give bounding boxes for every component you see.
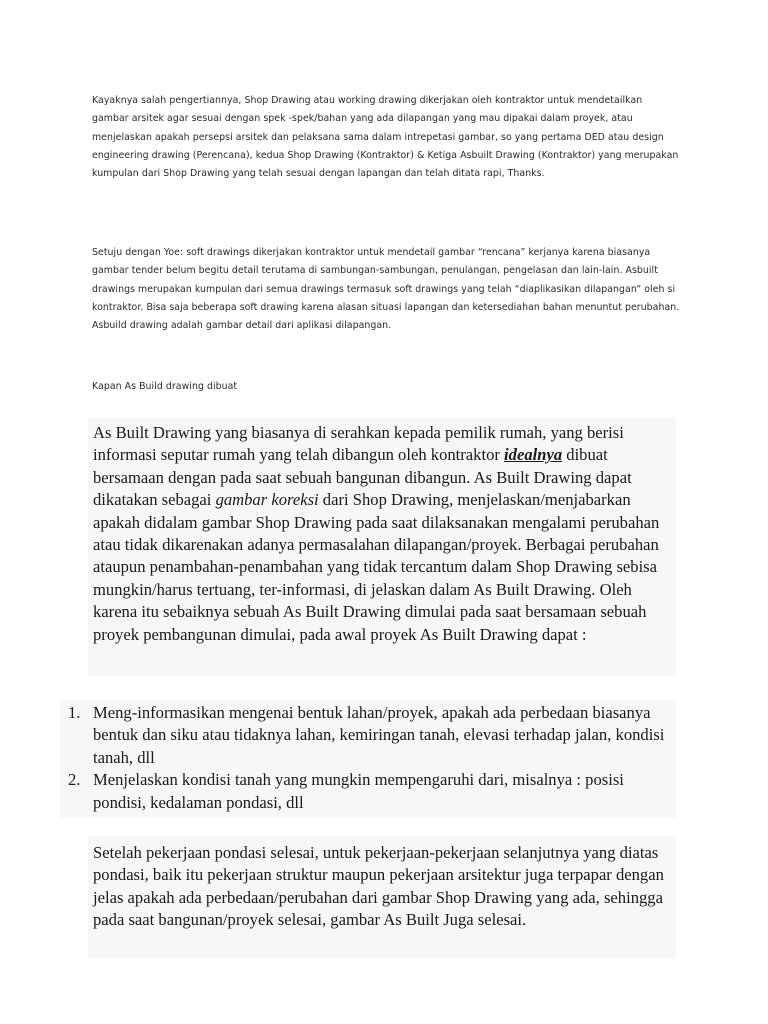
closing-paragraph: Setelah pekerjaan pondasi selesai, untuk pekerjaan-pekerjaan selanjutnya yang diatas pondasi, baik itu pekerjaan struktur maupun pekerjaan arsitektur juga terpapar dengan jelas apakah ada perbedaan/perubahan dari gambar Shop Drawing yang ada, sehingga pada saat bangunan/proyek selesai, gambar As Built Juga selesai. xyxy=(93,843,664,930)
section-heading-text: Kapan As Build drawing dibuat xyxy=(92,381,238,392)
list-item-text: Menjelaskan kondisi tanah yang mungkin mempengaruhi dari, misalnya : posisi pondisi, kedalaman pondasi, dll xyxy=(93,770,624,812)
comment-paragraph-1 xyxy=(92,92,680,183)
list-item-number: 2. xyxy=(68,770,81,790)
comment-paragraph-2 xyxy=(92,244,680,335)
main-text-part-1: As Built Drawing yang biasanya di serahkan kepada pemilik rumah, yang berisi informasi seputar rumah yang telah dibangun oleh kontraktor xyxy=(93,423,624,465)
list-item-text: Meng-informasikan mengenai bentuk lahan/proyek, apakah ada perbedaan biasanya bentuk dan siku atau tidaknya lahan, kemiringan tanah, elevasi terhadap jalan, kondisi tanah, dll xyxy=(93,703,665,767)
comment-text-1: Kayaknya salah pengertiannya, Shop Drawing atau working drawing dikerjakan oleh kontraktor untuk mendetailkan gambar arsitek agar sesuai dengan spek -spek/bahan yang ada dilapangan yang mau dipakai dalam proyek, atau menjelaskan apakah persepsi arsitek dan pelaksana sama dalam intrepetasi gambar, so yang pertama DED atau design engineering drawing (Perencana), kedua Shop Drawing (Kontraktor) & Ketiga Asbuilt Drawing (Kontraktor) yang merupakan kumpulan dari Shop Drawing yang telah sesuai dengan lapangan dan telah ditata rapi, Thanks. xyxy=(92,95,679,180)
main-paragraph xyxy=(93,422,677,646)
list-item xyxy=(60,769,676,814)
main-text-part-3: dari Shop Drawing, menjelaskan/menjabarkan apakah didalam gambar Shop Drawing pada saat dilaksanakan mengalami perubahan atau tidak dikarenakan adanya permasalahan dilapangan/proyek. Berbagai perubahan ataupun penambahan-penambahan yang tidak tercantum dalam Shop Drawing sebisa mungkin/harus tertuang, ter-informasi, di jelaskan dalam As Built Drawing. Oleh karena itu sebaiknya sebuah As Built Drawing dimulai pada saat bersamaan sebuah proyek pembangunan dimulai, pada awal proyek As Built Drawing dapat : xyxy=(93,490,660,644)
emphasis-idealnya: idealnya xyxy=(504,445,563,465)
emphasis-gambar-koreksi: gambar koreksi xyxy=(215,490,319,510)
list-item xyxy=(60,702,676,769)
section-heading xyxy=(92,378,680,396)
list-item-number: 1. xyxy=(68,703,81,722)
numbered-list xyxy=(60,702,676,814)
comment-text-2: Setuju dengan Yoe: soft drawings dikerjakan kontraktor untuk mendetail gambar “rencana” kerjanya karena biasanya gambar tender belum begitu detail terutama di sambungan-sambungan, penulangan, pengelasan dan lain-lain. Asbuilt drawings merupakan kumpulan dari semua drawings termasuk soft drawings yang telah “diaplikasikan dilapangan” oleh si kontraktor. Bisa saja beberapa soft drawing karena alasan situasi lapangan dan ketersediahan bahan menuntut perubahan. Asbuild drawing adalah gambar detail dari aplikasi dilapangan. xyxy=(92,247,680,332)
main-text-part-2: dibuat bersamaan dengan pada saat sebuah bangunan dibangun. As Built Drawing dapat dikatakan sebagai xyxy=(93,445,632,510)
